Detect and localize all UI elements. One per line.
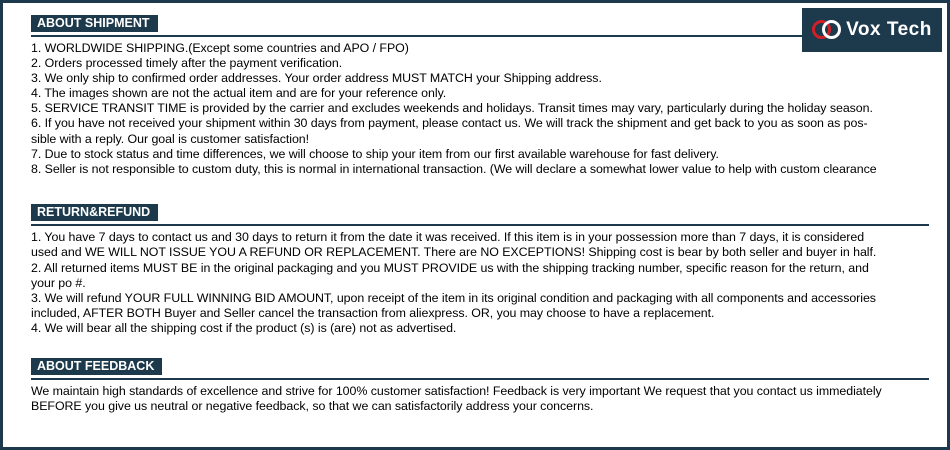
- body-line: 2. All returned items MUST BE in the original packaging and you MUST PROVIDE us with the shipping tracking number, specific reason for the return, and: [31, 260, 869, 275]
- section-about-feedback: [31, 358, 929, 414]
- body-line: 7. Due to stock status and time differences, we will choose to ship your item from our first available warehouse for fast delivery.: [31, 146, 719, 161]
- rings-icon: [812, 17, 842, 43]
- section-about-shipment: [31, 15, 929, 176]
- brand-name: Vox Tech: [846, 19, 932, 40]
- body-line: 4. The images shown are not the actual item and are for your reference only.: [31, 86, 447, 101]
- body-line: 2. Orders processed timely after the payment verification.: [31, 56, 343, 71]
- body-line: 1. You have 7 days to contact us and 30 days to return it from the date it was received. If this item is in your possession more than 7 days, it is considered: [31, 230, 865, 245]
- section-lines-about-shipment: [31, 41, 929, 176]
- body-line: 6. If you have not received your shipment within 30 days from payment, please contact us. We will track the shipment and get back to you as soon as pos-: [31, 116, 868, 131]
- section-title-about-shipment: ABOUT SHIPMENT: [31, 15, 158, 32]
- body-line: 8. Seller is not responsible to custom duty, this is normal in international transaction. (We will declare a somewhat lower value to help with custom clearance: [31, 161, 877, 176]
- body-line: 3. We will refund YOUR FULL WINNING BID AMOUNT, upon receipt of the item in its original condition and packaging with all components and accessories: [31, 290, 876, 305]
- brand-logo: [802, 8, 942, 52]
- section-title-about-feedback: ABOUT FEEDBACK: [31, 358, 162, 375]
- body-line: BEFORE you give us neutral or negative feedback, so that we can satisfactorily address your concerns.: [31, 398, 594, 413]
- body-line: 1. WORLDWIDE SHIPPING.(Except some countries and APO / FPO): [31, 41, 409, 55]
- body-line: We maintain high standards of excellence and strive for 100% customer satisfaction! Feedback is very important We request that you contact us immediately: [31, 383, 882, 398]
- section-heading-row: [31, 358, 929, 380]
- section-heading-row: [31, 204, 929, 226]
- section-return-refund: [31, 204, 929, 335]
- body-line: 3. We only ship to confirmed order addresses. Your order address MUST MATCH your Shipping address.: [31, 71, 602, 86]
- section-heading-row: [31, 15, 929, 37]
- body-line: 5. SERVICE TRANSIT TIME is provided by the carrier and excludes weekends and holidays. Transit times may vary, particularly during the holiday season.: [31, 101, 873, 116]
- body-line: 4. We will bear all the shipping cost if the product (s) is (are) not as advertised.: [31, 320, 457, 335]
- body-line: sible with a reply. Our goal is customer satisfaction!: [31, 131, 310, 146]
- body-line: used and WE WILL NOT ISSUE YOU A REFUND OR REPLACEMENT. There are NO EXCEPTIONS! Shipping cost is bear by both seller and buyer in half.: [31, 245, 877, 260]
- document-body: [3, 3, 947, 447]
- section-gap: [31, 178, 929, 204]
- body-line: your po #.: [31, 275, 86, 290]
- section-gap: [31, 338, 929, 358]
- section-lines-return-refund: [31, 230, 929, 335]
- body-line: included, AFTER BOTH Buyer and Seller cancel the transaction from aliexpress. OR, you may choose to have a replacement.: [31, 305, 715, 320]
- section-title-return-refund: RETURN&REFUND: [31, 204, 158, 221]
- section-lines-about-feedback: [31, 384, 929, 414]
